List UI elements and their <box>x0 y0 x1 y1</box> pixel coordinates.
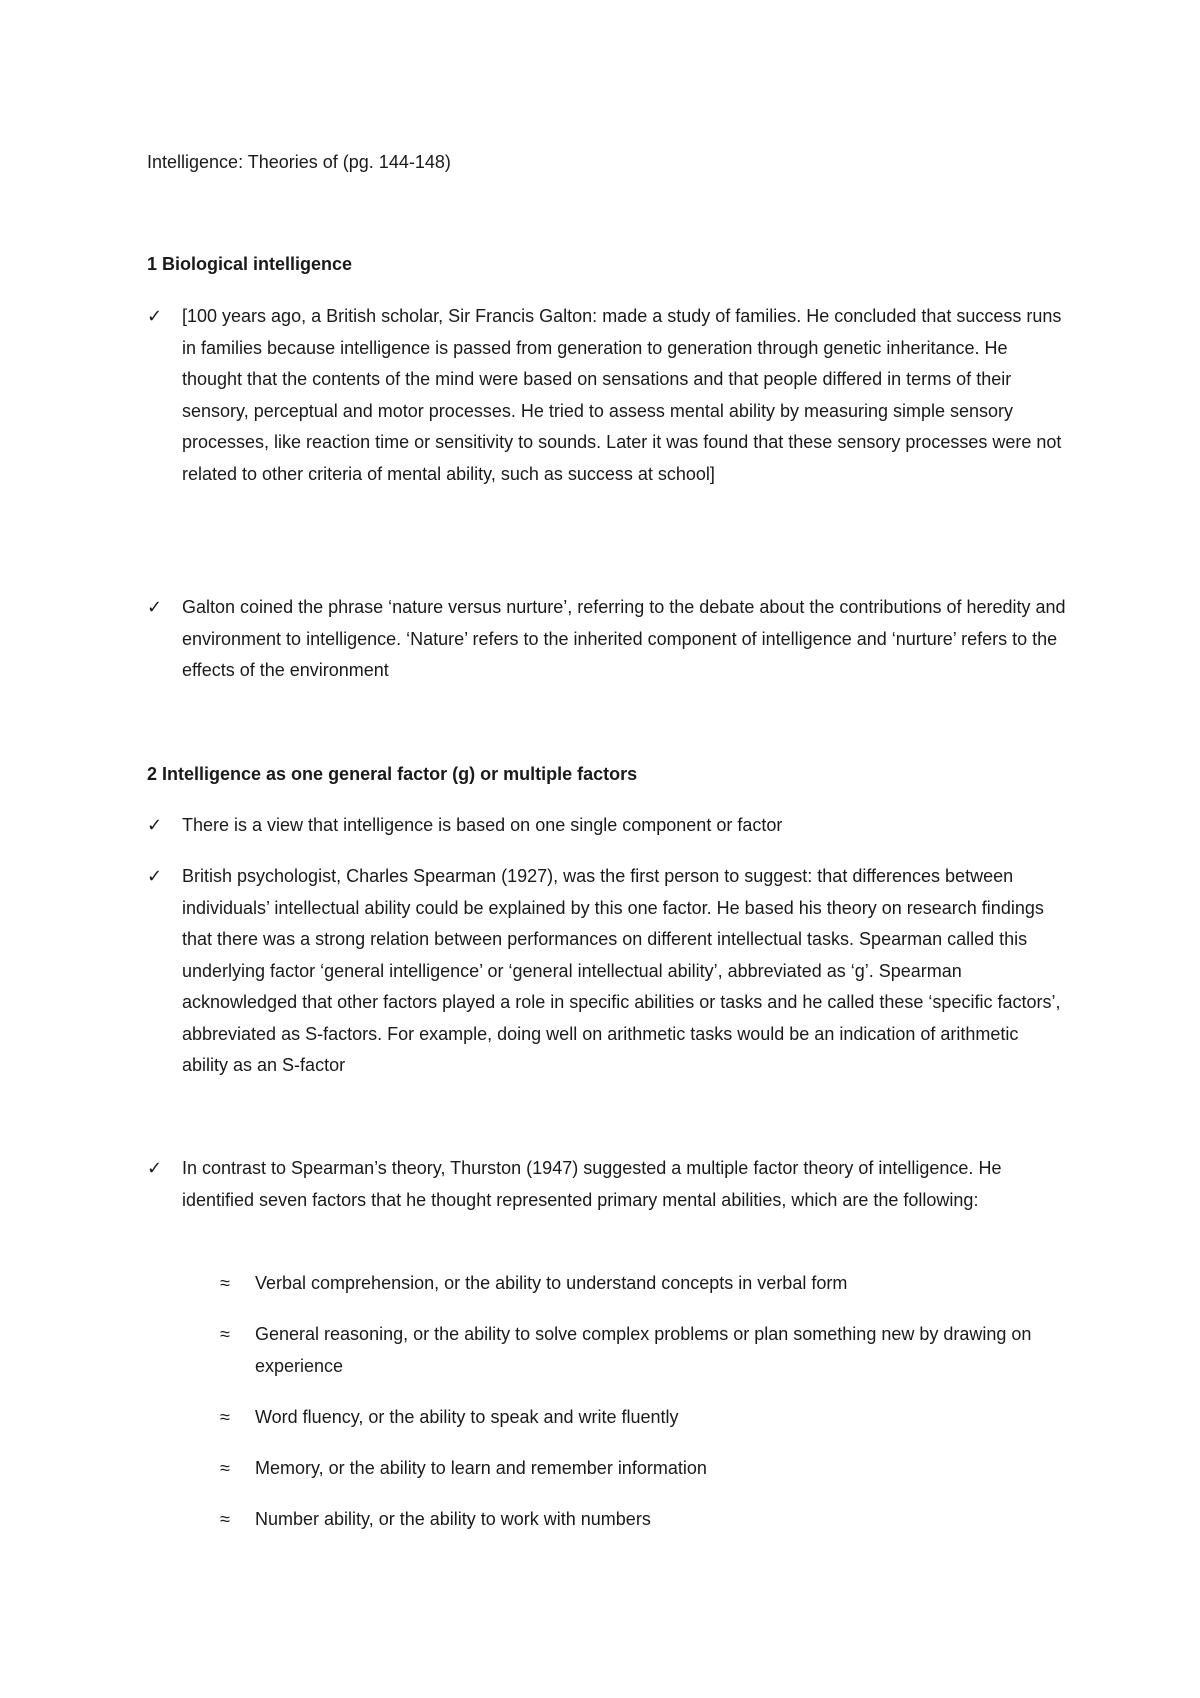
approx-mark-icon: ≈ <box>220 1458 230 1478</box>
document-title: Intelligence: Theories of (pg. 144-148) <box>147 152 451 172</box>
sub-bullet-text: Word fluency, or the ability to speak and write fluently <box>255 1407 679 1427</box>
section-heading-biological: 1 Biological intelligence <box>147 254 353 274</box>
sub-bullet-item <box>220 1504 1070 1536</box>
bullet-text: In contrast to Spearman’s theory, Thurston (1947) suggested a multiple factor theory of intelligence. He identified seven factors that he thought represented primary mental abilities, which are the following: <box>182 1158 1002 1210</box>
sub-bullet-item <box>220 1402 1070 1434</box>
bullet-text: There is a view that intelligence is based on one single component or factor <box>182 815 783 835</box>
sub-bullet-text: General reasoning, or the ability to solve complex problems or plan something new by drawing on experience <box>255 1324 1032 1376</box>
sub-bullet-text: Memory, or the ability to learn and remember information <box>255 1458 707 1478</box>
bullet-text: [100 years ago, a British scholar, Sir Francis Galton: made a study of families. He concluded that success runs in families because intelligence is passed from generation to generation through genetic inheritance. He thought that the contents of the mind were based on sensations and that people differed in terms of their sensory, perceptual and motor processes. He tried to assess mental ability by measuring simple sensory processes, like reaction time or sensitivity to sounds. Later it was found that these sensory processes were not related to other criteria of mental ability, such as success at school] <box>182 306 1062 484</box>
bullet-item <box>147 861 1067 1082</box>
sub-bullet-item <box>220 1453 1070 1485</box>
check-mark-icon: ✓ <box>147 815 163 835</box>
approx-mark-icon: ≈ <box>220 1324 230 1344</box>
check-mark-icon: ✓ <box>147 597 163 617</box>
sub-bullet-text: Number ability, or the ability to work with numbers <box>255 1509 651 1529</box>
sub-bullet-text: Verbal comprehension, or the ability to understand concepts in verbal form <box>255 1273 848 1293</box>
bullet-item <box>147 592 1067 687</box>
sub-bullet-item <box>220 1268 1070 1300</box>
approx-mark-icon: ≈ <box>220 1407 230 1427</box>
bullet-item <box>147 810 1067 842</box>
section-heading-general-factor: 2 Intelligence as one general factor (g) or multiple factors <box>147 764 638 784</box>
check-mark-icon: ✓ <box>147 1158 163 1178</box>
approx-mark-icon: ≈ <box>220 1273 230 1293</box>
bullet-item <box>147 1153 1067 1216</box>
bullet-text: Galton coined the phrase ‘nature versus nurture’, referring to the debate about the contributions of heredity and environment to intelligence. ‘Nature’ refers to the inherited component of intelligence and ‘nurture’ refers to the effects of the environment <box>182 597 1066 680</box>
check-mark-icon: ✓ <box>147 306 163 326</box>
approx-mark-icon: ≈ <box>220 1509 230 1529</box>
bullet-item <box>147 301 1067 490</box>
bullet-text: British psychologist, Charles Spearman (1927), was the first person to suggest: that differences between individuals’ intellectual ability could be explained by this one factor. He based his theory on research findings that there was a strong relation between performances on different intellectual tasks. Spearman called this underlying factor ‘general intelligence’ or ‘general intellectual ability’, abbreviated as ‘g’. Spearman acknowledged that other factors played a role in specific abilities or tasks and he called these ‘specific factors’, abbreviated as S-factors. For example, doing well on arithmetic tasks would be an indication of arithmetic ability as an S-factor <box>182 866 1061 1075</box>
check-mark-icon: ✓ <box>147 866 163 886</box>
sub-bullet-item <box>220 1319 1070 1382</box>
